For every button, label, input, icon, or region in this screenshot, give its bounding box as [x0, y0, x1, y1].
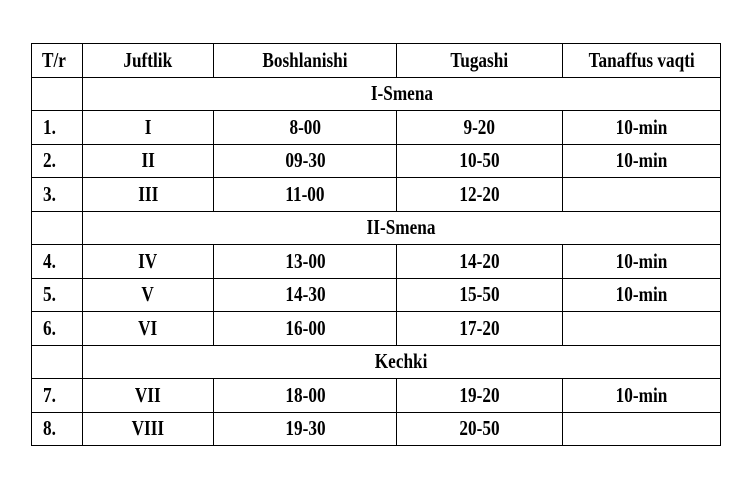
cell-num: 2.	[32, 144, 83, 178]
cell-tanaffus	[563, 412, 721, 446]
header-tanaffus: Tanaffus vaqti	[563, 44, 721, 78]
cell-tanaffus: 10-min	[563, 144, 721, 178]
section-row	[32, 345, 721, 379]
cell-num: 1.	[32, 111, 83, 145]
section-title: II-Smena	[83, 211, 721, 245]
table-row	[32, 312, 721, 346]
section-row	[32, 77, 721, 111]
section-title: I-Smena	[83, 77, 721, 111]
section-row	[32, 211, 721, 245]
cell-boshlanishi: 8-00	[214, 111, 397, 145]
table-row	[32, 178, 721, 212]
cell-tugashi: 15-50	[397, 278, 563, 312]
cell-boshlanishi: 09-30	[214, 144, 397, 178]
cell-juftlik: II	[83, 144, 214, 178]
cell-tugashi: 17-20	[397, 312, 563, 346]
cell-tugashi: 10-50	[397, 144, 563, 178]
section-spacer	[32, 211, 83, 245]
cell-tugashi: 12-20	[397, 178, 563, 212]
cell-tanaffus	[563, 178, 721, 212]
cell-tanaffus: 10-min	[563, 245, 721, 279]
cell-tugashi: 20-50	[397, 412, 563, 446]
cell-tanaffus	[563, 312, 721, 346]
section-title: Kechki	[83, 345, 721, 379]
schedule-table	[31, 43, 721, 446]
cell-num: 3.	[32, 178, 83, 212]
cell-num: 5.	[32, 278, 83, 312]
cell-num: 7.	[32, 379, 83, 413]
section-spacer	[32, 345, 83, 379]
header-tr: T/r	[32, 44, 83, 78]
cell-num: 4.	[32, 245, 83, 279]
cell-juftlik: III	[83, 178, 214, 212]
header-row	[32, 44, 721, 78]
cell-tanaffus: 10-min	[563, 278, 721, 312]
cell-juftlik: VI	[83, 312, 214, 346]
table-row	[32, 245, 721, 279]
cell-boshlanishi: 14-30	[214, 278, 397, 312]
cell-juftlik: VIII	[83, 412, 214, 446]
table-row	[32, 111, 721, 145]
cell-juftlik: VII	[83, 379, 214, 413]
cell-tugashi: 14-20	[397, 245, 563, 279]
table-row	[32, 144, 721, 178]
table-row	[32, 278, 721, 312]
cell-tugashi: 9-20	[397, 111, 563, 145]
cell-boshlanishi: 16-00	[214, 312, 397, 346]
cell-boshlanishi: 18-00	[214, 379, 397, 413]
cell-juftlik: I	[83, 111, 214, 145]
section-spacer	[32, 77, 83, 111]
cell-juftlik: IV	[83, 245, 214, 279]
cell-num: 6.	[32, 312, 83, 346]
header-tugashi: Tugashi	[397, 44, 563, 78]
cell-tugashi: 19-20	[397, 379, 563, 413]
cell-boshlanishi: 13-00	[214, 245, 397, 279]
table-row	[32, 412, 721, 446]
header-juftlik: Juftlik	[83, 44, 214, 78]
header-boshlanishi: Boshlanishi	[214, 44, 397, 78]
cell-juftlik: V	[83, 278, 214, 312]
cell-boshlanishi: 11-00	[214, 178, 397, 212]
cell-num: 8.	[32, 412, 83, 446]
cell-tanaffus: 10-min	[563, 379, 721, 413]
cell-tanaffus: 10-min	[563, 111, 721, 145]
cell-boshlanishi: 19-30	[214, 412, 397, 446]
table-row	[32, 379, 721, 413]
